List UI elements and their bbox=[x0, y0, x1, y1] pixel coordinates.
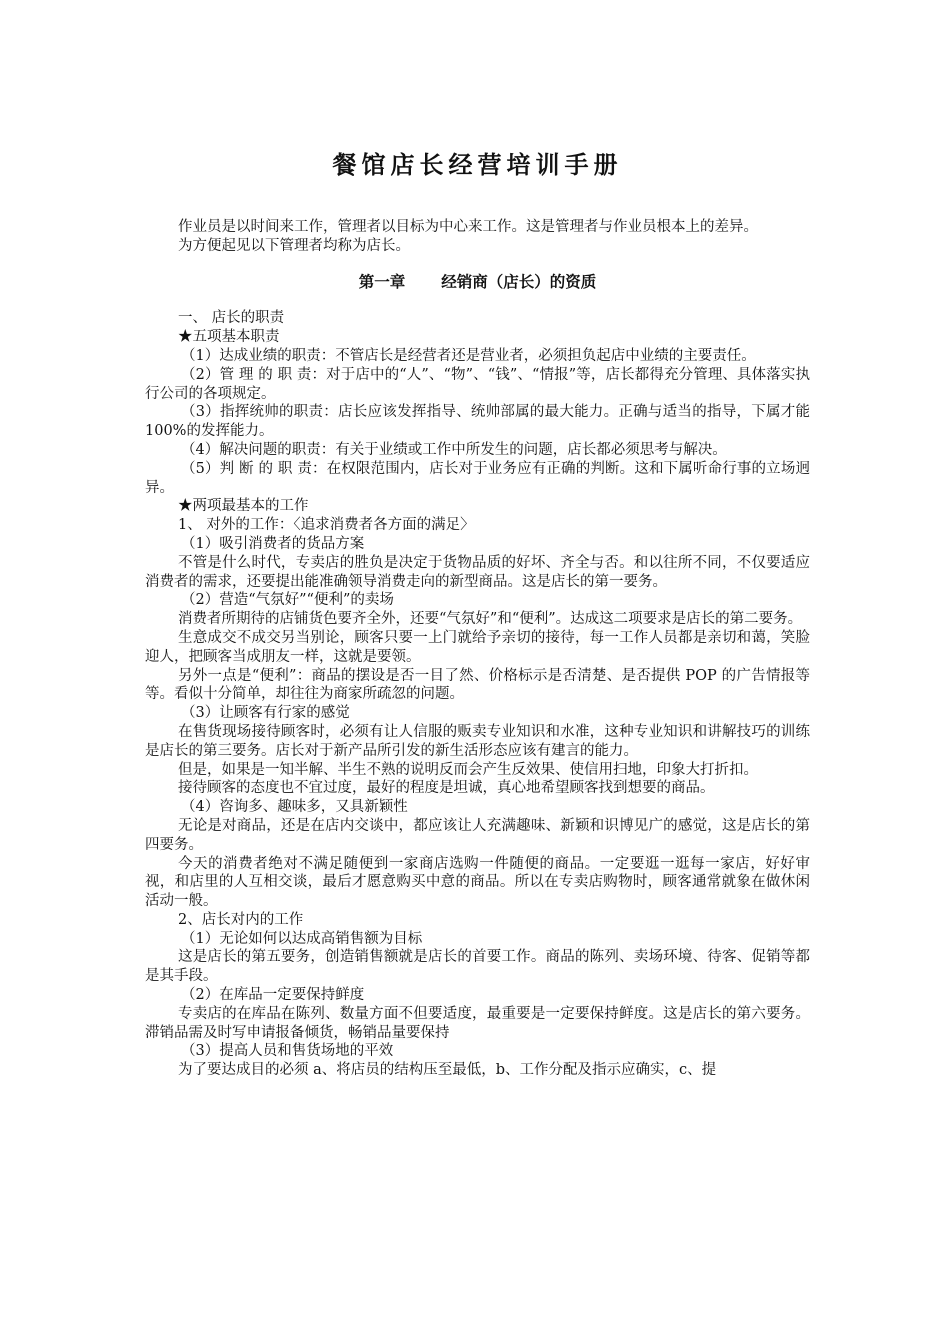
body-paragraph: 1、 对外的工作：〈追求消费者各方面的满足〉 bbox=[178, 517, 475, 534]
body-paragraph: （4）咨询多、趣味多，又具新颖性 bbox=[181, 799, 408, 816]
body-paragraph: 无论是对商品，还是在店内交谈中，都应该让人充满趣味、新颖和识博见广的感觉，这是店长的第四要务。 bbox=[145, 817, 810, 853]
body-paragraph: 今天的消费者绝对不满足随便到一家商店选购一件随便的商品。一定要逛一逛每一家店，好好审视，和店里的人互相交谈，最后才愿意购买中意的商品。所以在专卖店购物时，顾客通常就象在做休闲活动一般。 bbox=[145, 855, 810, 910]
body-paragraph: （3）提高人员和售货场地的平效 bbox=[181, 1043, 394, 1060]
body-paragraph: （2）管 理 的 职 责：对于店中的“人”、“物”、“钱”、“情报”等，店长都得充分管理、具体落实执行公司的各项规定。 bbox=[145, 366, 810, 402]
body-paragraph: 生意成交不成交另当别论，顾客只要一上门就给予亲切的接待，每一工作人员都是亲切和蔼，笑脸迎人，把顾客当成朋友一样，这就是要领。 bbox=[145, 629, 810, 665]
body-paragraph: 不管是什么时代，专卖店的胜负是决定于货物品质的好坏、齐全与否。和以往所不同，不仅要适应消费者的需求，还要提出能准确领导消费走向的新型商品。这是店长的第一要务。 bbox=[145, 554, 810, 590]
chapter-name: 经销商（店长）的资质 bbox=[441, 272, 597, 291]
body-paragraph: （4）解决问题的职责：有关于业绩或工作中所发生的问题，店长都必须思考与解决。 bbox=[181, 441, 727, 458]
body-paragraph: 消费者所期待的店铺货色要齐全外，还要“气氛好”和“便利”。达成这二项要求是店长的第二要务。 bbox=[178, 611, 803, 628]
intro-paragraph: 作业员是以时间来工作，管理者以目标为中心来工作。这是管理者与作业员根本上的差异。 bbox=[178, 219, 758, 235]
body-paragraph: ★五项基本职责 bbox=[178, 329, 280, 346]
body-paragraph: 2、店长对内的工作 bbox=[178, 911, 304, 928]
body-paragraph: （2）在库品一定要保持鲜度 bbox=[181, 987, 365, 1004]
document-page bbox=[145, 0, 810, 1080]
body-paragraph: ★两项最基本的工作 bbox=[178, 498, 309, 515]
body-paragraph: （1）吸引消费者的货品方案 bbox=[181, 535, 365, 552]
intro-paragraph: 为方便起见以下管理者均称为店长。 bbox=[178, 237, 410, 254]
document-title: 餐馆店长经营培训手册 bbox=[332, 150, 623, 179]
body-paragraph: 这是店长的第五要务，创造销售额就是店长的首要工作。商品的陈列、卖场环境、待客、促销等都是其手段。 bbox=[145, 949, 810, 985]
chapter-heading bbox=[145, 273, 810, 292]
body-paragraph: （1）无论如何以达成高销售额为目标 bbox=[181, 930, 423, 947]
body-paragraph: 接待顾客的态度也不宜过度，最好的程度是坦诚，真心地希望顾客找到想要的商品。 bbox=[178, 780, 715, 797]
body-paragraph: 在售货现场接待顾客时，必须有让人信服的贩卖专业知识和水准，这种专业知识和讲解技巧的训练是店长的第三要务。店长对于新产品所引发的新生活形态应该有建言的能力。 bbox=[145, 723, 810, 759]
body-paragraph: 一、 店长的职责 bbox=[178, 310, 285, 327]
body-paragraph: 专卖店的在库品在陈列、数量方面不但要适度，最重要是一定要保持鲜度。这是店长的第六要务。滞销品需及时写申请报备倾货，畅销品量要保持 bbox=[145, 1005, 810, 1041]
body-paragraph: （5）判 断 的 职 责：在权限范围内，店长对于业务应有正确的判断。这和下属听命行事的立场迥异。 bbox=[145, 460, 810, 496]
body-paragraph: 但是，如果是一知半解、半生不熟的说明反而会产生反效果、使信用扫地，印象大打折扣。 bbox=[178, 761, 758, 778]
body-paragraph: （1）达成业绩的职责：不管店长是经营者还是营业者，必须担负起店中业绩的主要责任。 bbox=[181, 347, 756, 364]
body-paragraph: （3）指挥统帅的职责：店长应该发挥指导、统帅部属的最大能力。正确与适当的指导，下属才能 100%的发挥能力。 bbox=[145, 404, 810, 440]
body-text bbox=[145, 309, 810, 1080]
body-paragraph: 另外一点是“便利”：商品的摆设是否一目了然、价格标示是否清楚、是否提供 POP 的广告情报等等。看似十分简单，却往往为商家所疏忽的问题。 bbox=[145, 667, 810, 703]
body-paragraph: 为了要达成目的必须 a、将店员的结构压至最低，b、工作分配及指示应确实，c、提 bbox=[178, 1062, 717, 1079]
chapter-number: 第一章 bbox=[358, 272, 406, 291]
body-paragraph: （2）营造“气氛好”“便利”的卖场 bbox=[181, 592, 394, 609]
body-paragraph: （3）让顾客有行家的感觉 bbox=[181, 705, 350, 722]
